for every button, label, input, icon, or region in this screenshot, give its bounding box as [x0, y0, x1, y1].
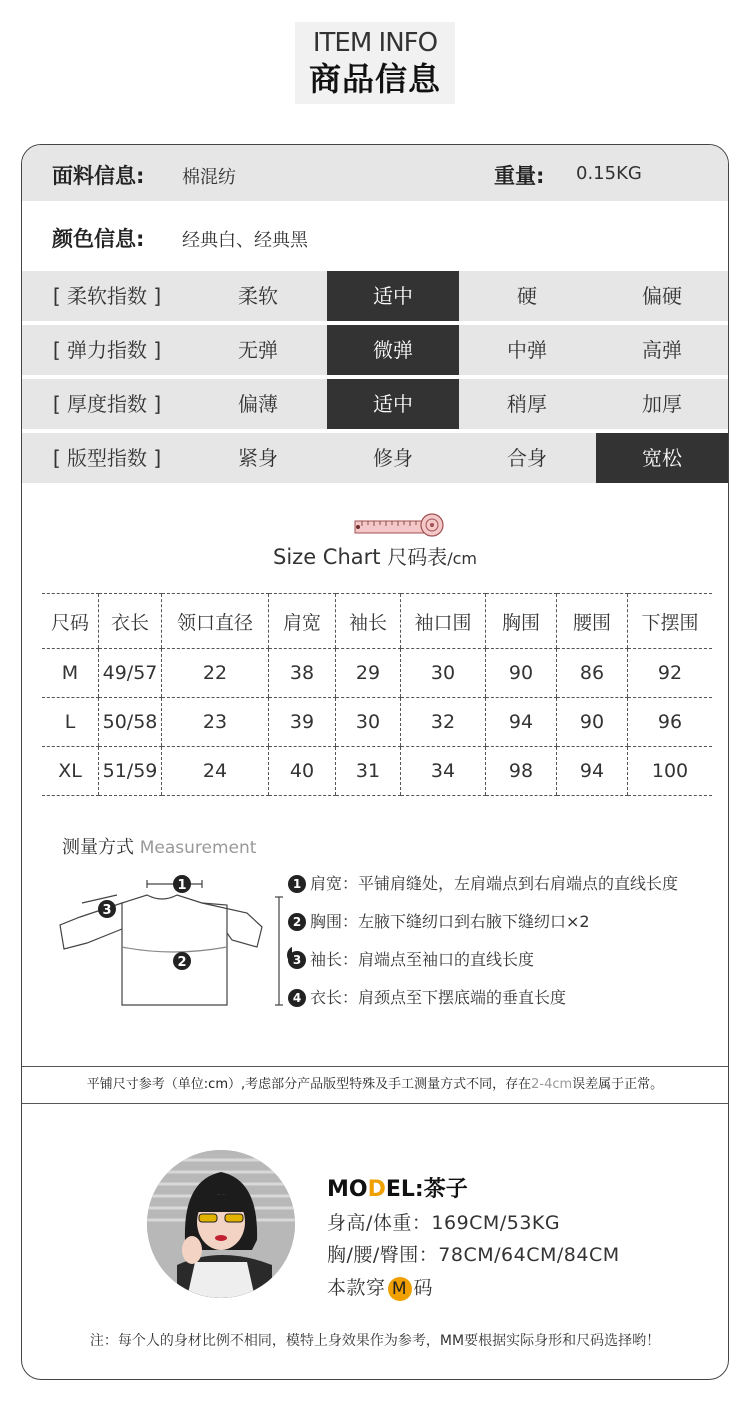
measurement-text: 肩宽：平铺肩缝处，左肩端点到右肩端点的直线长度 — [310, 874, 679, 893]
model-wear-size — [327, 1273, 433, 1301]
color-value: 经典白、经典黑 — [182, 230, 308, 251]
thickness-option: 偏薄 — [238, 392, 278, 416]
table-cell: L — [42, 698, 99, 747]
table-row — [42, 698, 712, 747]
measurement-text: 袖长：肩端点至袖口的直线长度 — [310, 950, 535, 969]
table-cell: 96 — [628, 698, 713, 747]
table-cell: 90 — [557, 698, 628, 747]
weight-label: 重量: — [494, 164, 545, 188]
header-cell: 袖长 — [336, 594, 401, 649]
measurement-item — [288, 984, 678, 1022]
measurement-item — [288, 870, 678, 908]
header-cell: 胸围 — [486, 594, 557, 649]
table-cell: XL — [42, 747, 99, 796]
thickness-option: 稍厚 — [507, 392, 547, 416]
table-row — [42, 747, 712, 796]
color-label: 颜色信息: — [52, 227, 145, 251]
model-measurements: 胸/腰/臀围：78CM/64CM/84CM — [327, 1244, 620, 1266]
tape-measure-icon — [352, 513, 447, 539]
garment-diagram — [52, 865, 292, 1015]
info-card — [21, 144, 729, 1380]
svg-text:2: 2 — [177, 955, 187, 970]
elasticity-option: 中弹 — [507, 338, 547, 362]
fit-option-selected: 宽松 — [596, 433, 728, 483]
table-cell: 38 — [269, 649, 336, 698]
model-avatar — [147, 1150, 295, 1298]
number-badge: 2 — [288, 913, 306, 931]
size-chart-unit: /cm — [447, 549, 477, 568]
table-cell: 31 — [336, 747, 401, 796]
measurement-note — [22, 1066, 728, 1104]
table-cell: 22 — [162, 649, 269, 698]
table-cell: 30 — [401, 649, 486, 698]
header-cell: 腰围 — [557, 594, 628, 649]
softness-row — [22, 271, 728, 321]
fit-option: 合身 — [507, 446, 547, 470]
svg-text:3: 3 — [102, 903, 112, 918]
elasticity-row — [22, 325, 728, 375]
table-cell: 100 — [628, 747, 713, 796]
table-cell: M — [42, 649, 99, 698]
fit-row — [22, 433, 728, 483]
table-cell: 94 — [557, 747, 628, 796]
table-cell: 23 — [162, 698, 269, 747]
model-title — [327, 1172, 468, 1203]
wear-suffix: 码 — [413, 1277, 434, 1299]
fit-option: 修身 — [373, 446, 413, 470]
header-cell: 下摆围 — [628, 594, 713, 649]
table-cell: 94 — [486, 698, 557, 747]
measurement-text: 衣长：肩颈点至下摆底端的垂直长度 — [310, 988, 567, 1007]
measurement-text: 胸围：左腋下缝纫口到右腋下缝纫口×2 — [310, 912, 590, 931]
size-table — [42, 593, 712, 796]
table-cell: 39 — [269, 698, 336, 747]
title-en: ITEM INFO — [312, 28, 438, 58]
table-cell: 90 — [486, 649, 557, 698]
measurement-list — [288, 870, 678, 1022]
note-text-end: 误差属于正常。 — [572, 1077, 664, 1092]
note-text: 平铺尺寸参考（单位:cm）,考虑部分产品版型特殊及手工测量方式不同，存在 — [86, 1077, 532, 1092]
wear-prefix: 本款穿 — [327, 1277, 386, 1299]
thickness-row — [22, 379, 728, 429]
size-chart-title-en: Size Chart — [273, 545, 381, 569]
size-chart-title — [22, 541, 728, 570]
measurement-title-en: Measurement — [139, 838, 257, 858]
measurement-title — [62, 833, 256, 859]
thickness-option: 加厚 — [642, 392, 682, 416]
table-cell: 32 — [401, 698, 486, 747]
model-title-suffix: EL:茶子 — [385, 1177, 468, 1202]
table-cell: 34 — [401, 747, 486, 796]
table-cell: 51/59 — [99, 747, 162, 796]
header-cell: 衣长 — [99, 594, 162, 649]
fabric-value: 棉混纺 — [182, 167, 236, 188]
table-row — [42, 649, 712, 698]
measurement-item — [288, 908, 678, 946]
measurement-item — [288, 946, 678, 984]
table-cell: 29 — [336, 649, 401, 698]
elasticity-option: 无弹 — [238, 338, 278, 362]
size-badge: M — [388, 1277, 412, 1301]
header-cell: 袖口围 — [401, 594, 486, 649]
page-header — [0, 22, 750, 104]
number-badge: 4 — [288, 989, 306, 1007]
elasticity-label: [ 弹力指数 ] — [52, 338, 162, 362]
fit-label: [ 版型指数 ] — [52, 446, 162, 470]
softness-option: 柔软 — [238, 284, 278, 308]
model-height-weight: 身高/体重：169CM/53KG — [327, 1212, 561, 1234]
footer-note: 注：每个人的身材比例不相同，模特上身效果作为参考，MM要根据实际身形和尺码选择哟！ — [89, 1333, 661, 1349]
fabric-row — [22, 145, 728, 201]
header-cell: 领口直径 — [162, 594, 269, 649]
measurement-title-cn: 测量方式 — [62, 837, 134, 858]
table-cell: 24 — [162, 747, 269, 796]
softness-label: [ 柔软指数 ] — [52, 284, 162, 308]
model-photo — [147, 1150, 295, 1298]
number-badge: 1 — [288, 875, 306, 893]
header-box — [295, 22, 455, 104]
fabric-label: 面料信息: — [52, 164, 145, 188]
elasticity-option-selected: 微弹 — [327, 325, 459, 375]
model-title-prefix: MO — [327, 1177, 368, 1202]
thickness-option-selected: 适中 — [327, 379, 459, 429]
elasticity-option: 高弹 — [642, 338, 682, 362]
header-cell: 尺码 — [42, 594, 99, 649]
table-cell: 30 — [336, 698, 401, 747]
softness-option: 偏硬 — [642, 284, 682, 308]
weight-value: 0.15KG — [576, 163, 642, 184]
table-cell: 49/57 — [99, 649, 162, 698]
header-cell: 肩宽 — [269, 594, 336, 649]
table-cell: 92 — [628, 649, 713, 698]
svg-text:1: 1 — [177, 878, 187, 893]
color-row — [22, 201, 728, 269]
title-cn: 商品信息 — [308, 60, 441, 98]
size-chart-title-cn: 尺码表 — [387, 545, 448, 569]
size-table-header — [42, 594, 712, 649]
note-highlight: 2-4cm — [531, 1077, 573, 1092]
softness-option: 硬 — [517, 284, 537, 308]
table-cell: 98 — [486, 747, 557, 796]
thickness-label: [ 厚度指数 ] — [52, 392, 162, 416]
table-cell: 50/58 — [99, 698, 162, 747]
table-cell: 40 — [269, 747, 336, 796]
softness-option-selected: 适中 — [327, 271, 459, 321]
number-badge: 3 — [288, 951, 306, 969]
table-cell: 86 — [557, 649, 628, 698]
model-title-accent: D — [367, 1177, 386, 1202]
fit-option: 紧身 — [238, 446, 278, 470]
